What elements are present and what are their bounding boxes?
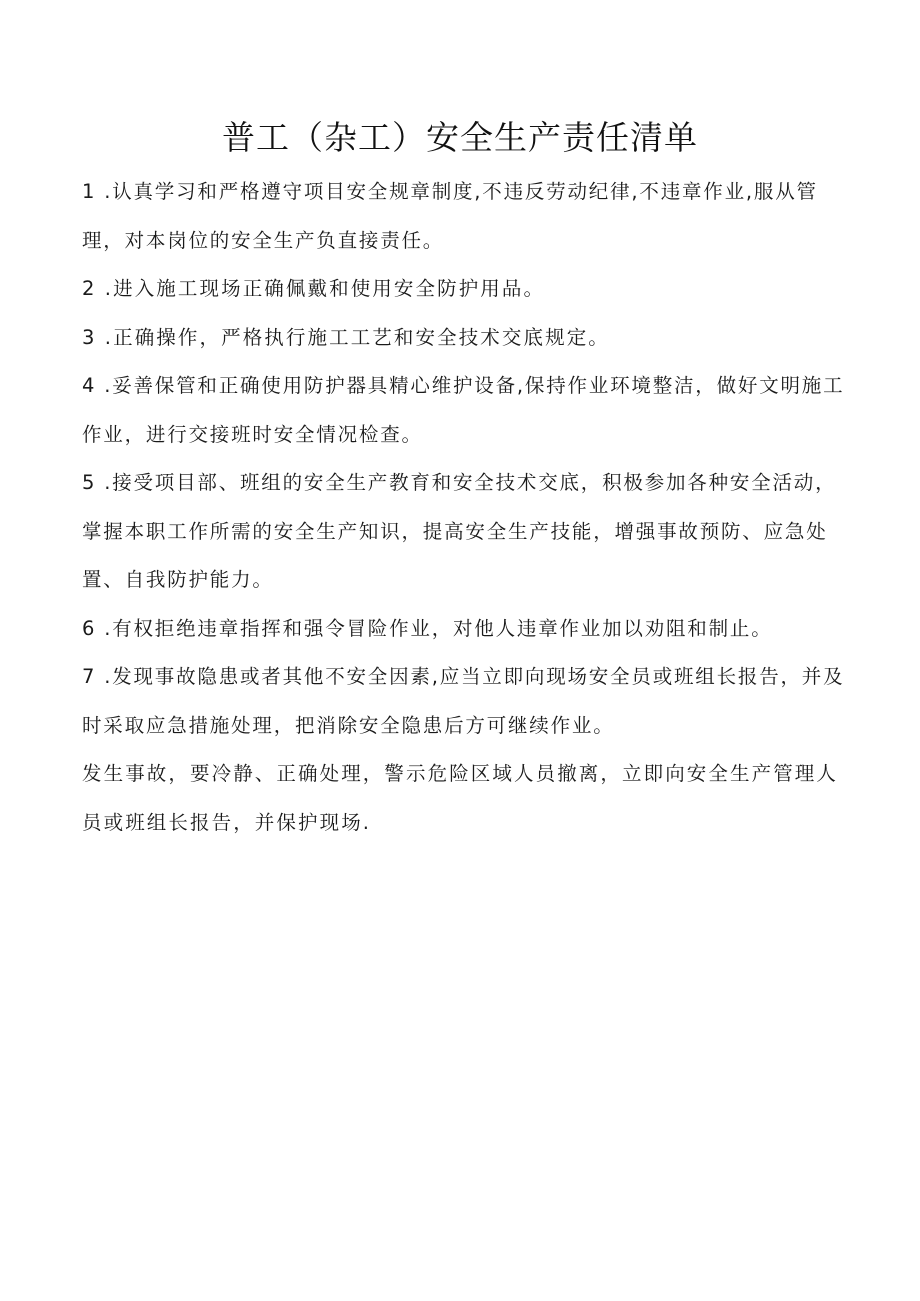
- paragraph-item-4: 4 .妥善保管和正确使用防护器具精心维护设备,保持作业环境整洁，做好文明施工作业，进行交接班时安全情况检查。: [82, 374, 845, 446]
- paragraph-item-2: 2 .进入施工现场正确佩戴和使用安全防护用品。: [82, 277, 546, 300]
- paragraph-item-7: 7 .发现事故隐患或者其他不安全因素,应当立即向现场安全员或班组长报告，并及时采取应急措施处理，把消除安全隐患后方可继续作业。: [82, 665, 845, 737]
- paragraph-item-6: 6 .有权拒绝违章指挥和强令冒险作业，对他人违章作业加以劝阻和制止。: [82, 616, 773, 640]
- paragraph-item-8: 发生事故，要冷静、正确处理，警示危险区域人员撤离，立即向安全生产管理人员或班组长报告，并保护现场.: [82, 762, 839, 834]
- paragraph-item-1: 1 .认真学习和严格遵守项目安全规章制度,不违反劳动纪律,不违章作业,服从管理，对本岗位的安全生产负直接责任。: [82, 180, 818, 252]
- document-body: [82, 168, 847, 847]
- page-title: 普工（杂工）安全生产责任清单: [222, 118, 698, 157]
- paragraph-item-3: 3 .正确操作，严格执行施工工艺和安全技术交底规定。: [82, 325, 610, 349]
- paragraph-item-5: 5 .接受项目部、班组的安全生产教育和安全技术交底，积极参加各种安全活动，掌握本职工作所需的安全生产知识，提高安全生产技能，增强事故预防、应急处置、自我防护能力。: [82, 471, 837, 591]
